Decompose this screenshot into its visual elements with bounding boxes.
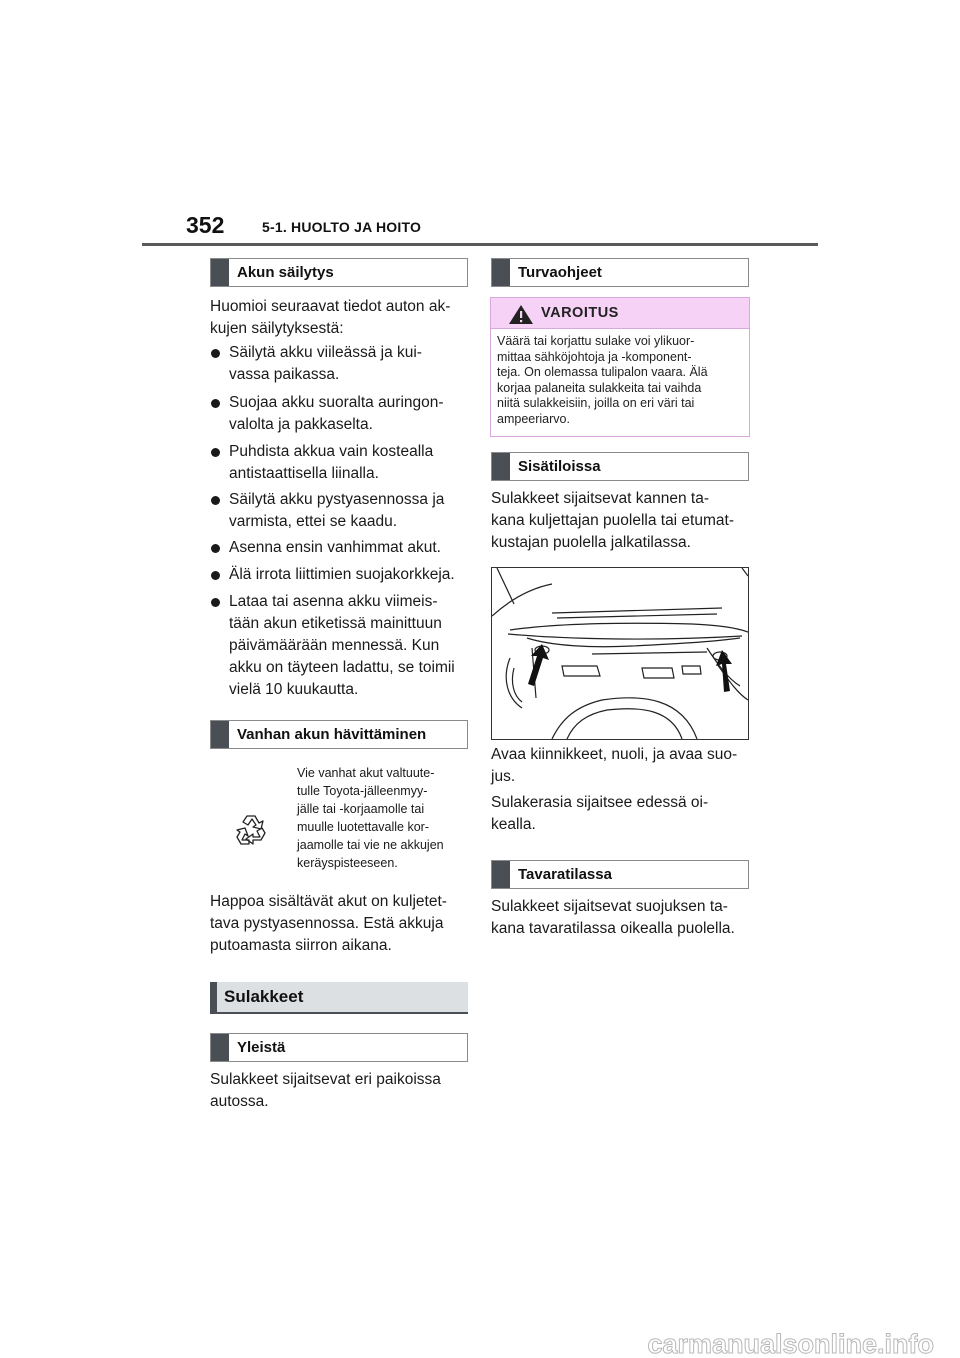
heading-bar bbox=[211, 721, 229, 748]
caption-fuse-box-location bbox=[491, 792, 708, 836]
text-line: muulle luotettavalle kor- bbox=[297, 820, 430, 834]
text-line: niitä sulakkeisiin, joilla on eri väri tai bbox=[497, 396, 695, 410]
text-line: akku on täyteen ladattu, se toimii bbox=[229, 659, 455, 676]
text-line: Puhdista akkua vain kostealla bbox=[229, 443, 434, 460]
dashboard-line-drawing bbox=[492, 568, 748, 739]
text-line: Avaa kiinnikkeet, nuoli, ja avaa suo- bbox=[491, 746, 738, 763]
text-line: vassa paikassa. bbox=[229, 366, 340, 383]
fuses-general-paragraph bbox=[210, 1069, 441, 1113]
heading-bar bbox=[211, 259, 229, 286]
text-line: Vie vanhat akut valtuute- bbox=[297, 766, 435, 780]
text-line: tään akun etiketissä mainittuun bbox=[229, 615, 442, 632]
text-line: Sulakkeet sijaitsevat kannen ta- bbox=[491, 490, 709, 507]
heading-yleista bbox=[210, 1033, 468, 1062]
text-line: ampeeriarvo. bbox=[497, 411, 570, 426]
warning-title: VAROITUS bbox=[541, 305, 619, 321]
bullet-dot-icon bbox=[211, 496, 220, 505]
text-line: kujen säilytyksestä: bbox=[210, 320, 344, 337]
bullet-dot-icon bbox=[211, 571, 220, 580]
recycle-instructions bbox=[297, 764, 444, 872]
intro-paragraph bbox=[210, 296, 450, 340]
interior-paragraph bbox=[491, 488, 734, 554]
text-line: tulle Toyota-jälleenmyy- bbox=[297, 784, 428, 798]
heading-label: Akun säilytys bbox=[237, 264, 334, 281]
text-line: mittaa sähköjohtoja ja -komponent- bbox=[497, 349, 692, 364]
heading-label: Sisätiloissa bbox=[518, 458, 601, 475]
heading-tavaratilassa bbox=[491, 860, 749, 889]
text-line: Säilytä akku pystyasennossa ja bbox=[229, 491, 445, 508]
text-line: jus. bbox=[491, 768, 516, 785]
text-line: Sulakkeet sijaitsevat eri paikoissa bbox=[210, 1071, 441, 1088]
heading-sisatiloissa bbox=[491, 452, 749, 481]
text-line: päivämäärään mennessä. Kun bbox=[229, 637, 440, 654]
text-line: Väärä tai korjattu sulake voi ylikuor- bbox=[497, 334, 695, 348]
bullet-dot-icon bbox=[211, 448, 220, 457]
heading-vanhan-akun-havittaminen bbox=[210, 720, 468, 749]
text-line: keräyspisteeseen. bbox=[297, 856, 398, 870]
heading-bar bbox=[492, 259, 510, 286]
bullet-dot-icon bbox=[211, 544, 220, 553]
warning-box bbox=[490, 297, 750, 437]
bullet-dot-icon bbox=[211, 399, 220, 408]
watermark-text: carmanualsonline.info bbox=[647, 1329, 934, 1358]
text-line: Lataa tai asenna akku viimeis- bbox=[229, 593, 438, 610]
text-line: vielä 10 kuukautta. bbox=[229, 681, 359, 698]
heading-akun-sailytys bbox=[210, 258, 468, 287]
heading-label: Vanhan akun hävittäminen bbox=[237, 726, 427, 743]
header-divider bbox=[142, 243, 818, 246]
watermark bbox=[0, 1326, 960, 1358]
warning-body bbox=[497, 334, 708, 427]
text-line: Sulakerasia sijaitsee edessä oi- bbox=[491, 794, 709, 811]
text-line: valolta ja pakkaselta. bbox=[229, 416, 373, 433]
text-line: Asenna ensin vanhimmat akut. bbox=[229, 539, 441, 556]
text-line: Suojaa akku suoralta auringon- bbox=[229, 394, 444, 411]
heading-label: Turvaohjeet bbox=[518, 264, 602, 281]
warning-header bbox=[491, 298, 749, 329]
section-title: 5-1. HUOLTO JA HOITO bbox=[262, 219, 422, 235]
text-line: antistaattisella liinalla. bbox=[229, 465, 379, 482]
text-line: kustajan puolella jalkatilassa. bbox=[491, 534, 691, 551]
warning-triangle-icon bbox=[508, 304, 534, 325]
heading-bar bbox=[211, 1034, 229, 1061]
heading-bar bbox=[210, 982, 217, 1012]
bullet-dot-icon bbox=[211, 598, 220, 607]
luggage-paragraph bbox=[491, 896, 735, 940]
text-line: varmista, ettei se kaadu. bbox=[229, 513, 397, 530]
section-heading-sulakkeet bbox=[210, 982, 468, 1014]
fuse-cover-illustration bbox=[491, 567, 749, 740]
text-line: tava pystyasennossa. Estä akkuja bbox=[210, 915, 444, 932]
text-line: kealla. bbox=[491, 816, 536, 833]
text-line: teja. On olemassa tulipalon vaara. Älä bbox=[497, 365, 708, 379]
bullet-dot-icon bbox=[211, 349, 220, 358]
heading-label: Tavaratilassa bbox=[518, 866, 612, 883]
text-line: korjaa palaneita sulakkeita tai vaihda bbox=[497, 380, 702, 395]
text-line: Sulakkeet sijaitsevat suojuksen ta- bbox=[491, 898, 728, 915]
page-number: 352 bbox=[186, 212, 225, 238]
text-line: Älä irrota liittimien suojakorkkeja. bbox=[229, 566, 455, 583]
text-line: jaamolle tai vie ne akkujen bbox=[297, 838, 444, 852]
text-line: kana kuljettajan puolella tai etumat- bbox=[491, 512, 734, 529]
text-line: Happoa sisältävät akut on kuljetet- bbox=[210, 893, 447, 910]
heading-label: Sulakkeet bbox=[224, 987, 304, 1006]
text-line: putoamasta siirron aikana. bbox=[210, 937, 392, 954]
heading-bar bbox=[492, 861, 510, 888]
caption-open-clips bbox=[491, 744, 737, 788]
text-line: kana tavaratilassa oikealla puolella. bbox=[491, 920, 735, 937]
heading-bar bbox=[492, 453, 510, 480]
heading-turvaohjeet bbox=[491, 258, 749, 287]
transport-paragraph bbox=[210, 891, 447, 957]
text-line: autossa. bbox=[210, 1093, 269, 1110]
text-line: jälle tai -korjaamolle tai bbox=[297, 802, 425, 816]
heading-label: Yleistä bbox=[237, 1039, 286, 1056]
text-line: Säilytä akku viileässä ja kui- bbox=[229, 344, 422, 361]
recycle-icon bbox=[232, 812, 270, 850]
text-line: Huomioi seuraavat tiedot auton ak- bbox=[210, 298, 451, 315]
